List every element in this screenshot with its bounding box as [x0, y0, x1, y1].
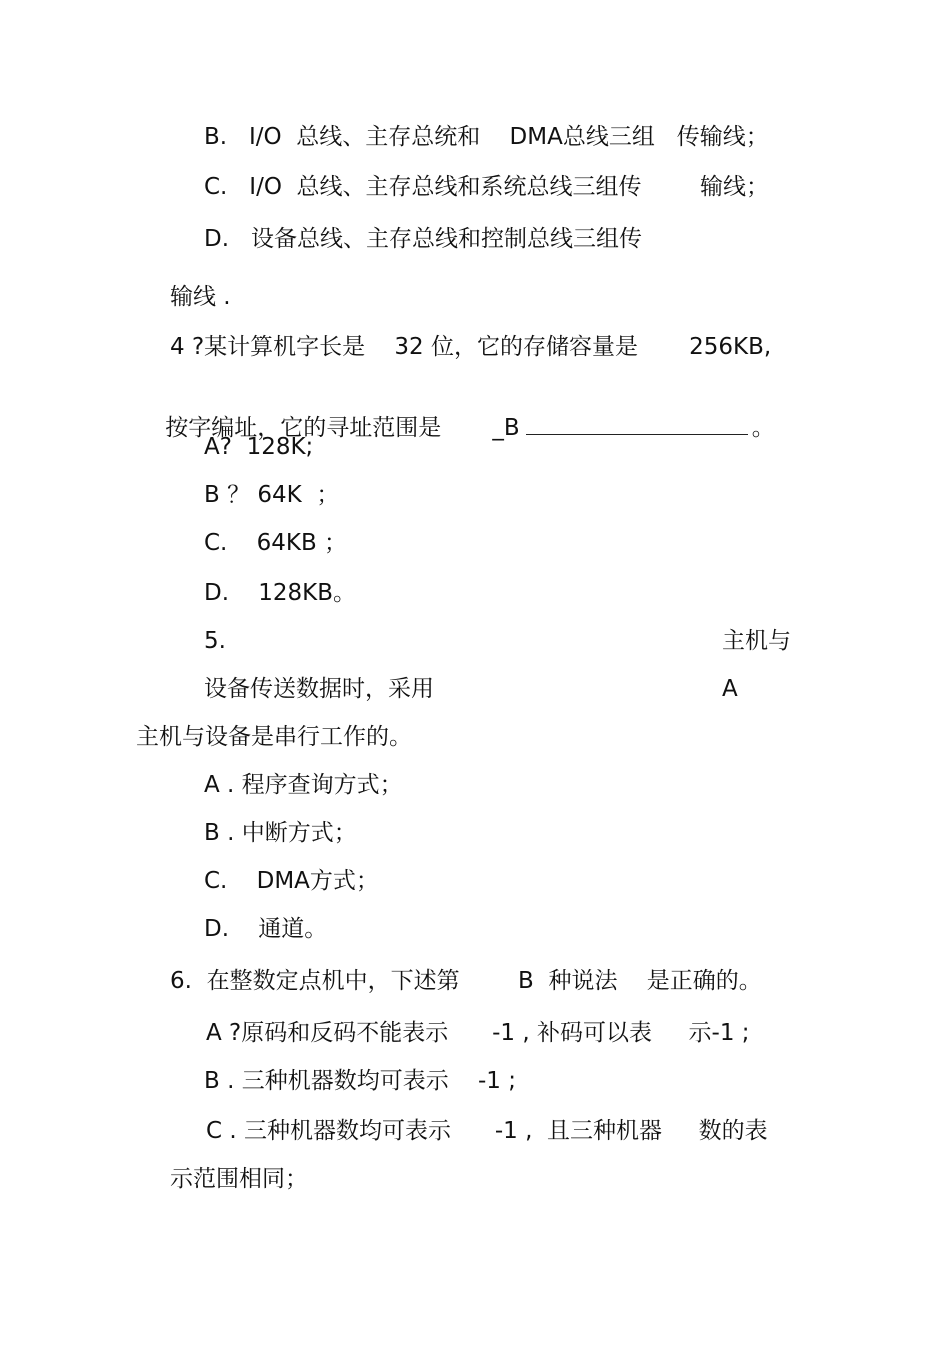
answer-blank [526, 412, 748, 435]
q6-option-b: B . 三种机器数均可表示 -1 ; [204, 1068, 516, 1094]
q5-option-b: B . 中断方式； [204, 820, 357, 846]
q6-stem: 6. 在整数定点机中，下述第 B 种说法 是正确的。 [170, 968, 762, 994]
q5-number: 5. [204, 628, 226, 654]
q5-stem-continued: 主机与设备是串行工作的。 [136, 724, 412, 750]
q5-answer: A [722, 676, 738, 702]
q3-option-d: D. 设备总线、主存总线和控制总线三组传 [204, 226, 642, 252]
q5-stem: 设备传送数据时，采用 [204, 676, 434, 702]
q4-stem-text: 按字编址，它的寻址范围是 _B [165, 415, 520, 441]
q5-option-a: A . 程序查询方式； [204, 772, 403, 798]
q4-stem: 4 ?某计算机字长是 32 位，它的存储容量是 256KB, [170, 334, 772, 360]
q6-option-a: A ?原码和反码不能表示 -1 , 补码可以表 示-1 ; [206, 1020, 750, 1046]
q5-option-c: C. DMA方式； [204, 868, 379, 894]
q3-option-b: B. I/O 总线、主存总统和 DMA总线三组 传输线； [204, 124, 769, 150]
q3-option-c: C. I/O 总线、主存总线和系统总线三组传 输线； [204, 174, 770, 200]
q4-option-a: A? 128K; [204, 434, 314, 460]
q4-option-c: C. 64KB ； [204, 530, 348, 556]
q4-stem-end: 。 [751, 415, 775, 441]
q4-option-d: D. 128KB。 [204, 580, 357, 606]
q6-option-c-continued: 示范围相同； [170, 1166, 308, 1192]
q6-option-c: C . 三种机器数均可表示 -1 , 且三种机器 数的表 [206, 1118, 768, 1144]
q4-option-b: B ？ 64K ； [204, 482, 340, 508]
q5-option-d: D. 通道。 [204, 916, 328, 942]
q3-option-d-continued: 输线 . [170, 284, 231, 310]
q5-stem-right: 主机与 [722, 628, 791, 654]
